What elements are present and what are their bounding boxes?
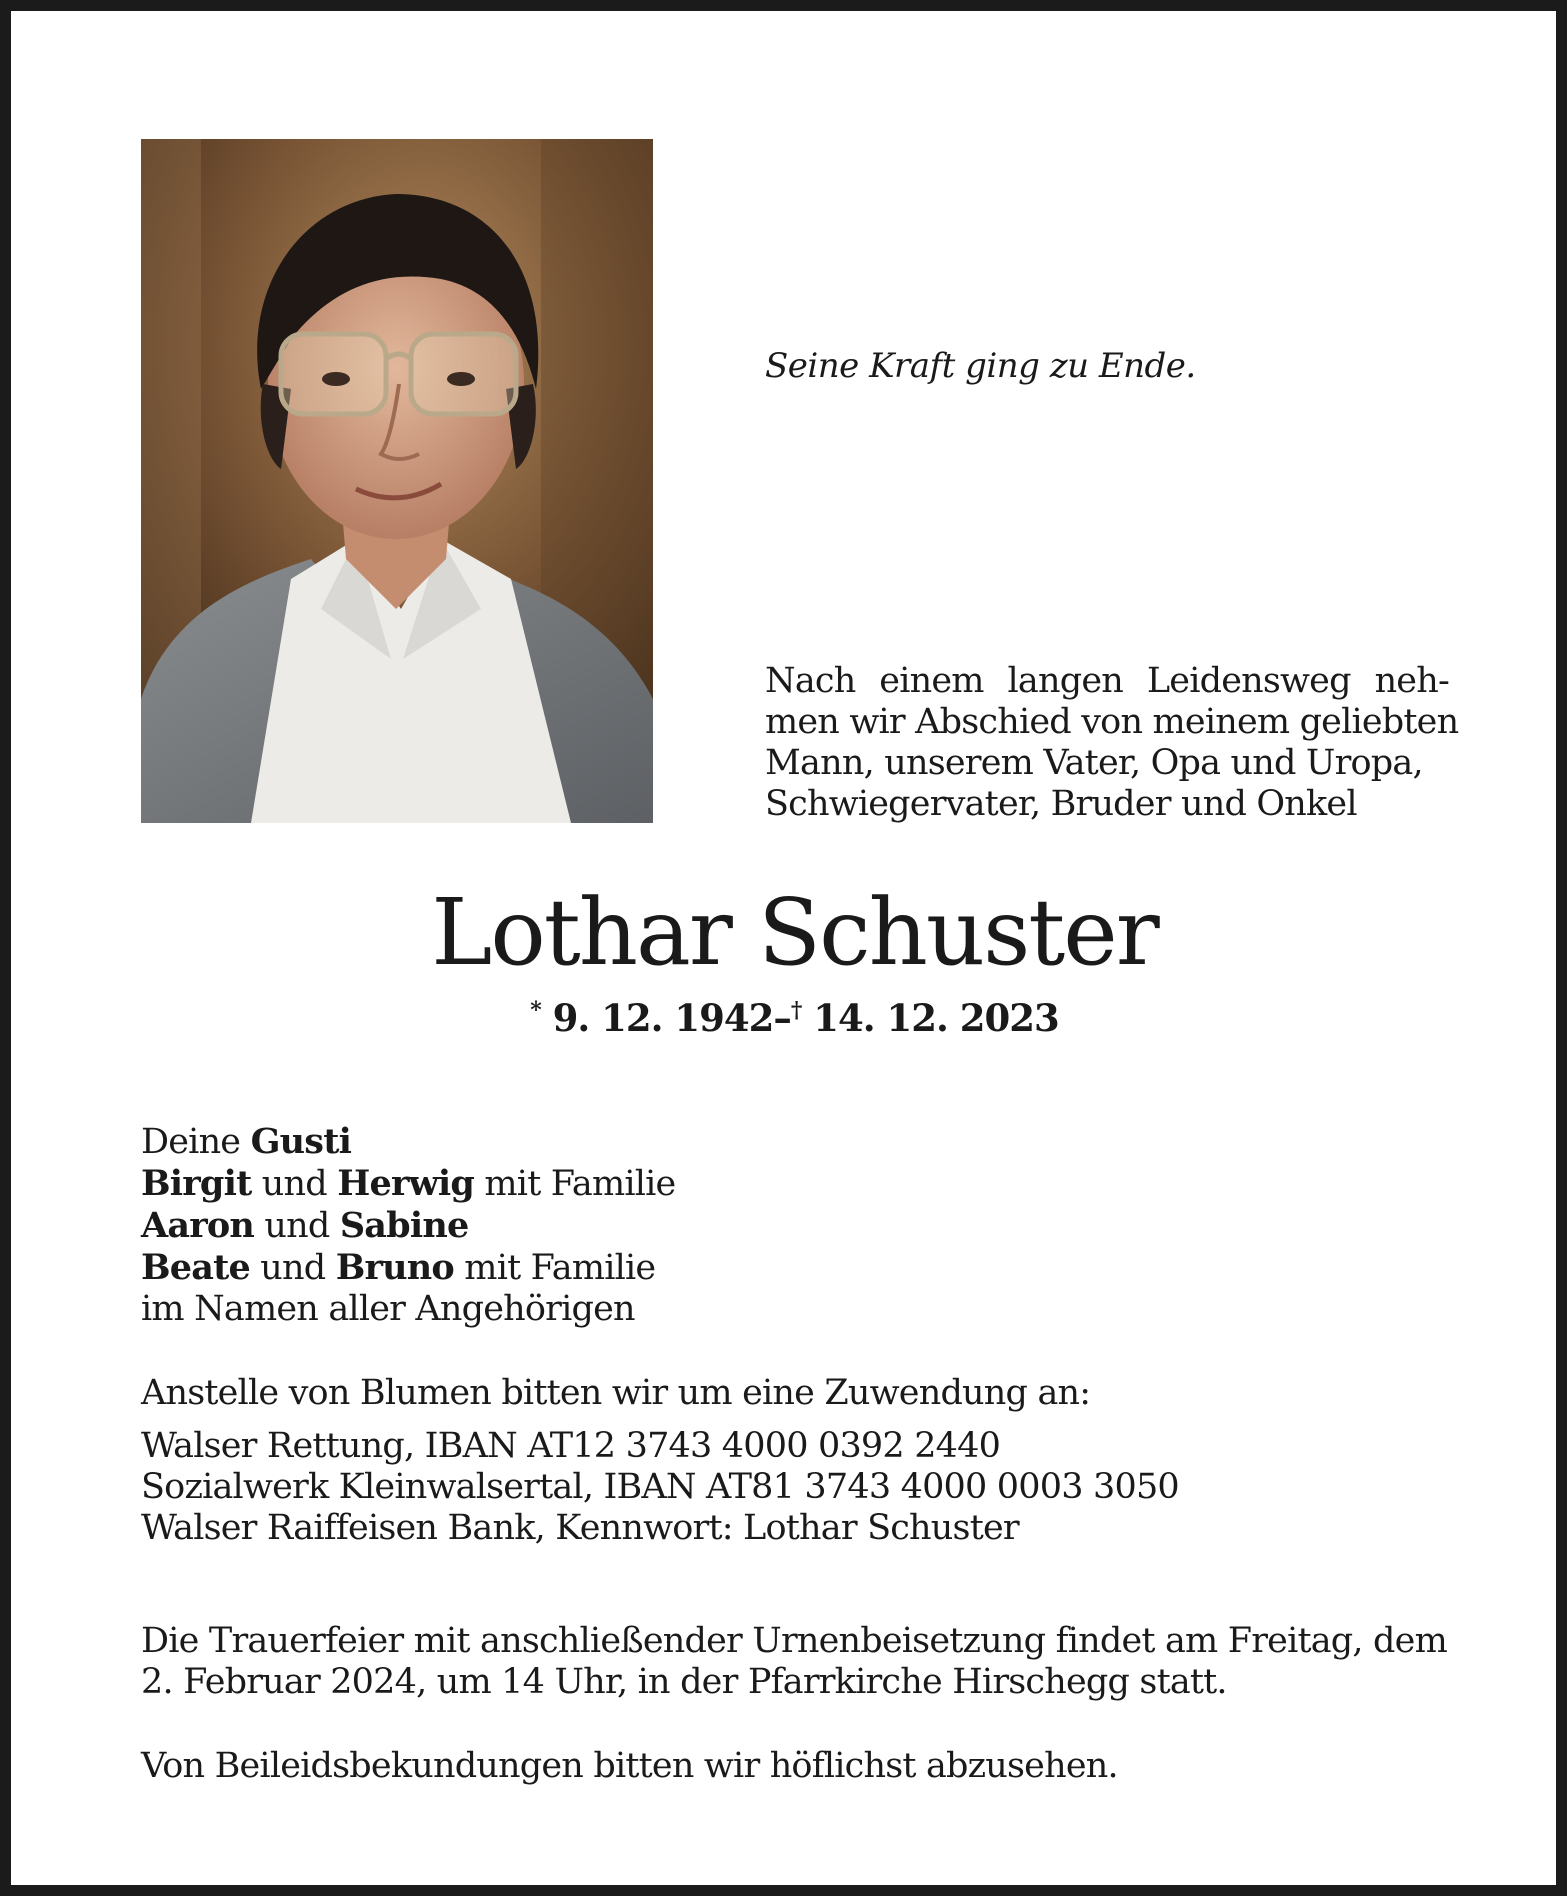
family-name: Birgit bbox=[141, 1163, 252, 1204]
death-symbol: † bbox=[790, 997, 802, 1024]
family-name: Sabine bbox=[339, 1205, 469, 1246]
life-dates bbox=[11, 996, 1567, 1040]
intro-line-2: men wir Abschied von meinem geliebten bbox=[765, 702, 1459, 742]
text-prefix: Deine bbox=[141, 1122, 251, 1162]
memorial-quote: Seine Kraft ging zu Ende. bbox=[765, 346, 1196, 386]
family-line-5: im Namen aller Angehörigen bbox=[141, 1289, 635, 1329]
deceased-name: Lothar Schuster bbox=[431, 879, 1158, 986]
death-date: 14. 12. 2023 bbox=[813, 996, 1059, 1040]
intro-word: langen bbox=[1007, 661, 1123, 701]
date-separator: – bbox=[773, 996, 791, 1040]
ceremony-notice bbox=[141, 1621, 1447, 1703]
donation-account: Sozialwerk Kleinwalsertal, IBAN AT81 3743 4000 0003 3050 bbox=[141, 1467, 1179, 1507]
intro-word: neh- bbox=[1374, 661, 1449, 701]
intro-line-1 bbox=[765, 661, 1449, 702]
text-joiner: und bbox=[251, 1164, 338, 1204]
family-signature bbox=[141, 1121, 675, 1330]
family-line-1 bbox=[141, 1121, 675, 1163]
family-name: Aaron bbox=[141, 1205, 255, 1246]
donation-section bbox=[141, 1373, 1179, 1549]
text-suffix: mit Familie bbox=[474, 1164, 676, 1204]
portrait-illustration bbox=[141, 139, 653, 823]
birth-symbol: * bbox=[530, 997, 541, 1024]
family-name: Herwig bbox=[337, 1163, 475, 1204]
intro-line-4: Schwiegervater, Bruder und Onkel bbox=[765, 784, 1357, 824]
text-suffix: mit Familie bbox=[453, 1248, 656, 1288]
text-joiner: und bbox=[249, 1248, 336, 1288]
portrait-photo bbox=[141, 139, 653, 823]
intro-word: Leidensweg bbox=[1146, 661, 1351, 701]
birth-date: 9. 12. 1942 bbox=[552, 996, 774, 1040]
donation-account: Walser Raiffeisen Bank, Kennwort: Lothar Schuster bbox=[141, 1508, 1019, 1548]
family-line-4 bbox=[141, 1247, 675, 1289]
family-name: Bruno bbox=[335, 1247, 454, 1288]
intro-line-3: Mann, unserem Vater, Opa und Uropa, bbox=[765, 743, 1423, 783]
closing-note: Von Beileidsbekundungen bitten wir höflichst abzusehen. bbox=[141, 1746, 1118, 1786]
text-joiner: und bbox=[254, 1206, 340, 1246]
donation-lead: Anstelle von Blumen bitten wir um eine Zuwendung an: bbox=[141, 1373, 1091, 1413]
intro-word: Nach bbox=[765, 661, 856, 701]
family-name: Beate bbox=[141, 1247, 250, 1288]
donation-account: Walser Rettung, IBAN AT12 3743 4000 0392 2440 bbox=[141, 1426, 1001, 1466]
family-line-2 bbox=[141, 1163, 675, 1205]
ceremony-line: Die Trauerfeier mit anschließender Urnenbeisetzung findet am Freitag, dem bbox=[141, 1621, 1447, 1661]
ceremony-line: 2. Februar 2024, um 14 Uhr, in der Pfarrkirche Hirschegg statt. bbox=[141, 1662, 1227, 1702]
intro-word: einem bbox=[879, 661, 984, 701]
family-line-3 bbox=[141, 1205, 675, 1247]
family-name: Gusti bbox=[250, 1121, 352, 1162]
intro-paragraph bbox=[765, 661, 1459, 825]
